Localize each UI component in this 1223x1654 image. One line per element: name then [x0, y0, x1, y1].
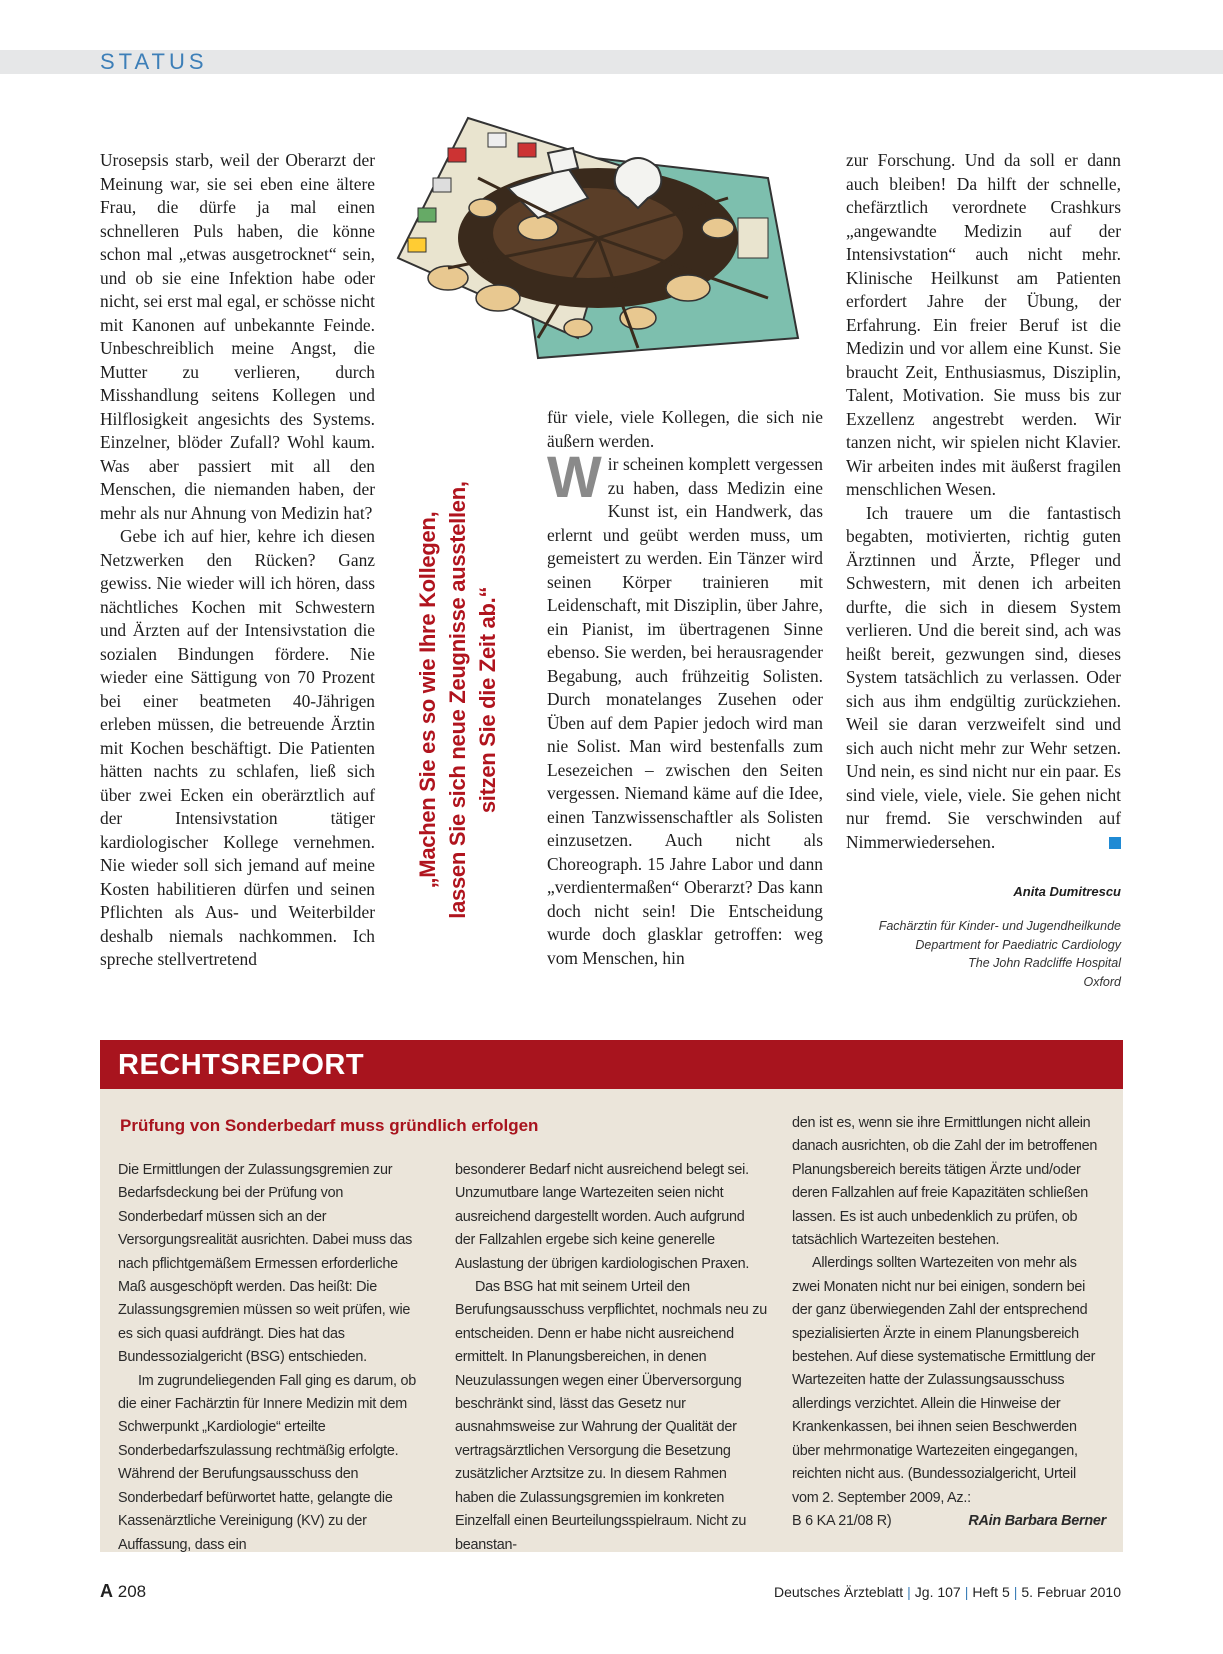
paragraph: besonderer Bedarf nicht ausreichend belegt sei. Unzumutbare lange Wartezeiten seien nicht ausreichend dargestellt worden. Auch aufgrund der Fallzahlen ergebe sich keine generelle Auslastung der übrigen kardiologischen Praxen. — [455, 1162, 750, 1272]
pull-quote-line: „Machen Sie es so wie Ihre Kollegen, — [415, 511, 440, 889]
journal-footer — [774, 1584, 1121, 1600]
page-number — [100, 1581, 146, 1602]
separator: | — [1013, 1584, 1018, 1600]
affiliation-line: Fachärztin für Kinder- und Jugendheilkunde — [878, 919, 1121, 933]
separator: | — [964, 1584, 969, 1600]
article-author: Anita Dumitrescu — [1013, 884, 1121, 899]
affiliation-line: The John Radcliffe Hospital — [968, 956, 1121, 970]
paragraph: Im zugrundeliegenden Fall ging es darum, ob die einer Fachärztin für Innere Medizin mit dem Schwerpunkt „Kardiologie“ erteilte Sonderbedarfszulassung rechtmäßig erfolgte. Während der Berufungsausschuss den Sonderbedarf befürwortet hatte, gelangte die Kassenärztliche Vereinigung (KV) zu der Auffassung, dass ein — [118, 1372, 417, 1553]
paragraph: Gebe ich auf hier, kehre ich diesen Netzwerken den Rücken? Ganz gewiss. Nie wieder will ich hören, dass nächtliches Kochen mit Schwestern und Ärzten auf der Intensivstation die sozialen Bindungen fördere. Nie wieder eine Sättigung von 70 Prozent bei einer beatmeten 40-Jährigen erleben müssen, die betreuende Ärztin mit Kochen beschäftigt. Die Patienten hätten nachts zu schlafen, ließ sich über zwei Ecken ein oberärztlich auf der Intensivstation tätiger kardiologischer Kollege vernehmen. Nie wieder soll sich jemand auf meine Kosten habilitieren dürfen und seinen Pflichten als Aus- und Weiterbilder deshalb niemals nachkommen. Ich spreche stellvertretend — [100, 526, 375, 969]
report-last-line — [792, 1510, 1106, 1533]
paragraph: zur Forschung. Und da soll er dann auch bleiben! Da hilft der schnelle, chefärztlich verordnete Crashkurs „angewandte Medizin auf der Intensivstation“ auch nicht mehr. Klinische Heilkunst am Patienten erfordert Jahre der Übung, der Erfahrung. Ein freier Beruf ist die Medizin und vor allem eine Kunst. Sie braucht Zeit, Enthusiasmus, Disziplin, Talent, Motivation. Sie muss bis zur Exzellenz angestrebt werden. Wir tanzen nicht, wir spielen nicht Klavier. Wir arbeiten indes mit äußerst fragilen menschlichen Wesen. — [846, 150, 1121, 499]
article-column-3 — [846, 149, 1121, 854]
paragraph-text: ir scheinen komplett vergessen zu haben, dass Medizin eine Kunst ist, ein Handwerk, das erlernt und geübt werden muss, um gemeistert zu werden. Ein Tänzer wird seinen Körper trainieren mit Leidenschaft, mit Disziplin, über Jahre, ein Pianist, im übertragenen Sinne ebenso. Sie werden, bei herausragender Begabung, auch frühzeitig Solisten. Durch monatelanges Zusehen oder Üben auf dem Papier jedoch wird man nie Solist. Man wird bestenfalls zum Lesezeichen – zwischen den Seiten vergessen. Niemand käme auf die Idee, einen Tanzwissenschaftler als Solisten einzusetzen. Auch nicht als Choreograph. 15 Jahre Labor und dann „verdientermaßen“ Oberarzt? Das kann doch nicht sein! Die Entscheidung wurde doch glasklar getroffen: weg vom Menschen, hin — [547, 454, 823, 968]
pull-quote-line: sitzen Sie die Zeit ab.“ — [475, 586, 500, 814]
journal-name: Deutsches Ärzteblatt — [773, 1584, 904, 1600]
journal-issue: Heft 5 — [972, 1584, 1010, 1600]
journal-date: 5. Februar 2010 — [1021, 1584, 1121, 1600]
affiliation-line: Oxford — [1083, 974, 1121, 989]
report-column-2 — [455, 1159, 767, 1557]
report-column-3 — [792, 1112, 1106, 1533]
citation-end: B 6 KA 21/08 R) — [792, 1512, 892, 1529]
article-column-1 — [100, 149, 375, 972]
pull-quote-line: lassen Sie sich neue Zeugnisse ausstellen, — [445, 481, 470, 919]
page-number-value: 208 — [117, 1582, 147, 1601]
paragraph — [846, 502, 1121, 855]
board-game-illustration — [388, 108, 828, 378]
rechtsreport-title: RECHTSREPORT — [118, 1049, 365, 1081]
paragraph: Das BSG hat mit seinem Urteil den Berufungsausschuss verpflichtet, nochmals neu zu entscheiden. Denn er habe nicht ausreichend ermittelt. In Planungsbereichen, in denen Neuzulassungen wegen einer Überversorgung beschränkt sind, lässt das Gesetz nur ausnahmsweise zur Wahrung der Qualität der vertragsärztlichen Versorgung die Besetzung zusätzlicher Arztsitze zu. In diesem Rahmen haben die Zulassungsgremien im konkreten Einzelfall einen Beurteilungsspielraum. Nicht zu beanstan- — [455, 1279, 767, 1553]
paragraph: Allerdings sollten Wartezeiten von mehr als zwei Monaten nicht nur bei einigen, sondern bei der ganz überwiegenden Zahl der entsprechend spezialisierten Ärzte in einem Planungsbereich bestehen. Auf diese systematische Ermittlung der Wartezeiten hatte der Zulassungsausschuss allerdings verzichtet. Allein die Hinweise der Krankenkassen, bei ihnen seien Beschwerden über mehrmonatige Wartezeiten eingegangen, reichten nicht aus. (Bundessozialgericht, Urteil vom 2. September 2009, Az.: — [792, 1255, 1096, 1506]
paragraph: Die Ermittlungen der Zulassungsgremien zur Bedarfsdeckung bei der Prüfung von Sonderbedarf müssen sich an der Versorgungsrealität ausrichten. Dabei muss das nach pflichtgemäßem Ermessen erforderliche Maß ausgeschöpft werden. Das heißt: Die Zulassungsgremien müssen so weit prüfen, wie es sich quasi aufdrängt. Dies hat das Bundessozialgericht (BSG) entschieden. — [118, 1162, 413, 1366]
paragraph: den ist es, wenn sie ihre Ermittlungen nicht allein danach ausrichten, ob die Zahl der im betroffenen Planungsbereich bereits tätigen Ärzte und/oder deren Fallzahlen auf freie Kapazitäten schließen lassen. Es ist auch unbedenklich zu prüfen, ob tatsächlich Wartezeiten bestehen. — [792, 1115, 1098, 1249]
report-column-1 — [118, 1159, 418, 1557]
drop-cap: W — [547, 445, 602, 510]
end-of-article-mark — [1109, 837, 1121, 849]
affiliation-line: Department for Paediatric Cardiology — [915, 937, 1121, 952]
pull-quote — [408, 460, 508, 940]
separator: | — [907, 1584, 911, 1600]
paragraph: Urosepsis starb, weil der Oberarzt der Meinung war, sie sei eben eine ältere Frau, die dürfe ja mal einen schnelleren Puls haben, die könne schon mal „etwas ausgetrocknet“ sein, und ob sie eine Infektion habe oder nicht, sei erst mal egal, er schösse nicht mit Kanonen auf unbekannte Feinde. Unbeschreiblich meine Angst, die Mutter zu verlieren, durch Misshandlung seitens Kollegen und Hilflosigkeit angesichts des Systems. Einzelner, blöder Zufall? Wohl kaum. Was aber passiert mit all den Menschen, die niemanden haben, der mehr als nur Ahnung von Medizin hat? — [100, 150, 375, 523]
paragraph-with-dropcap — [547, 445, 823, 970]
page-prefix: A — [100, 1581, 113, 1601]
rechtsreport-subtitle: Prüfung von Sonderbedarf muss gründlich erfolgen — [120, 1116, 539, 1135]
author-affiliation — [879, 917, 1121, 991]
journal-volume: Jg. 107 — [914, 1584, 961, 1600]
section-label: STATUS — [100, 49, 208, 74]
paragraph: für viele, viele Kollegen, die sich nie äußern werden. — [547, 407, 823, 451]
report-author: RAin Barbara Berner — [968, 1512, 1106, 1529]
paragraph-text: Ich trauere um die fantastisch begabten, motivierten, richtig guten Ärztinnen und Ärzte, Pfleger und Schwestern, mit denen ich arbeiten durfte, die sich in diesem System verlieren. Und die bereit sind, ach was heißt bereit, gezwungen sind, dieses System tatsächlich zu verlassen. Oder sich aus ihm endgültig zurückziehen. Weil sie daran verzweifelt sind und sich auch nicht mehr zur Wehr setzen. Und nein, es sind nicht nur ein paar. Es sind viele, viele, viele. Sie gehen nicht nur fremd. Sie verschwinden auf Nimmerwiedersehen. — [846, 502, 1121, 852]
article-column-2 — [547, 406, 823, 970]
